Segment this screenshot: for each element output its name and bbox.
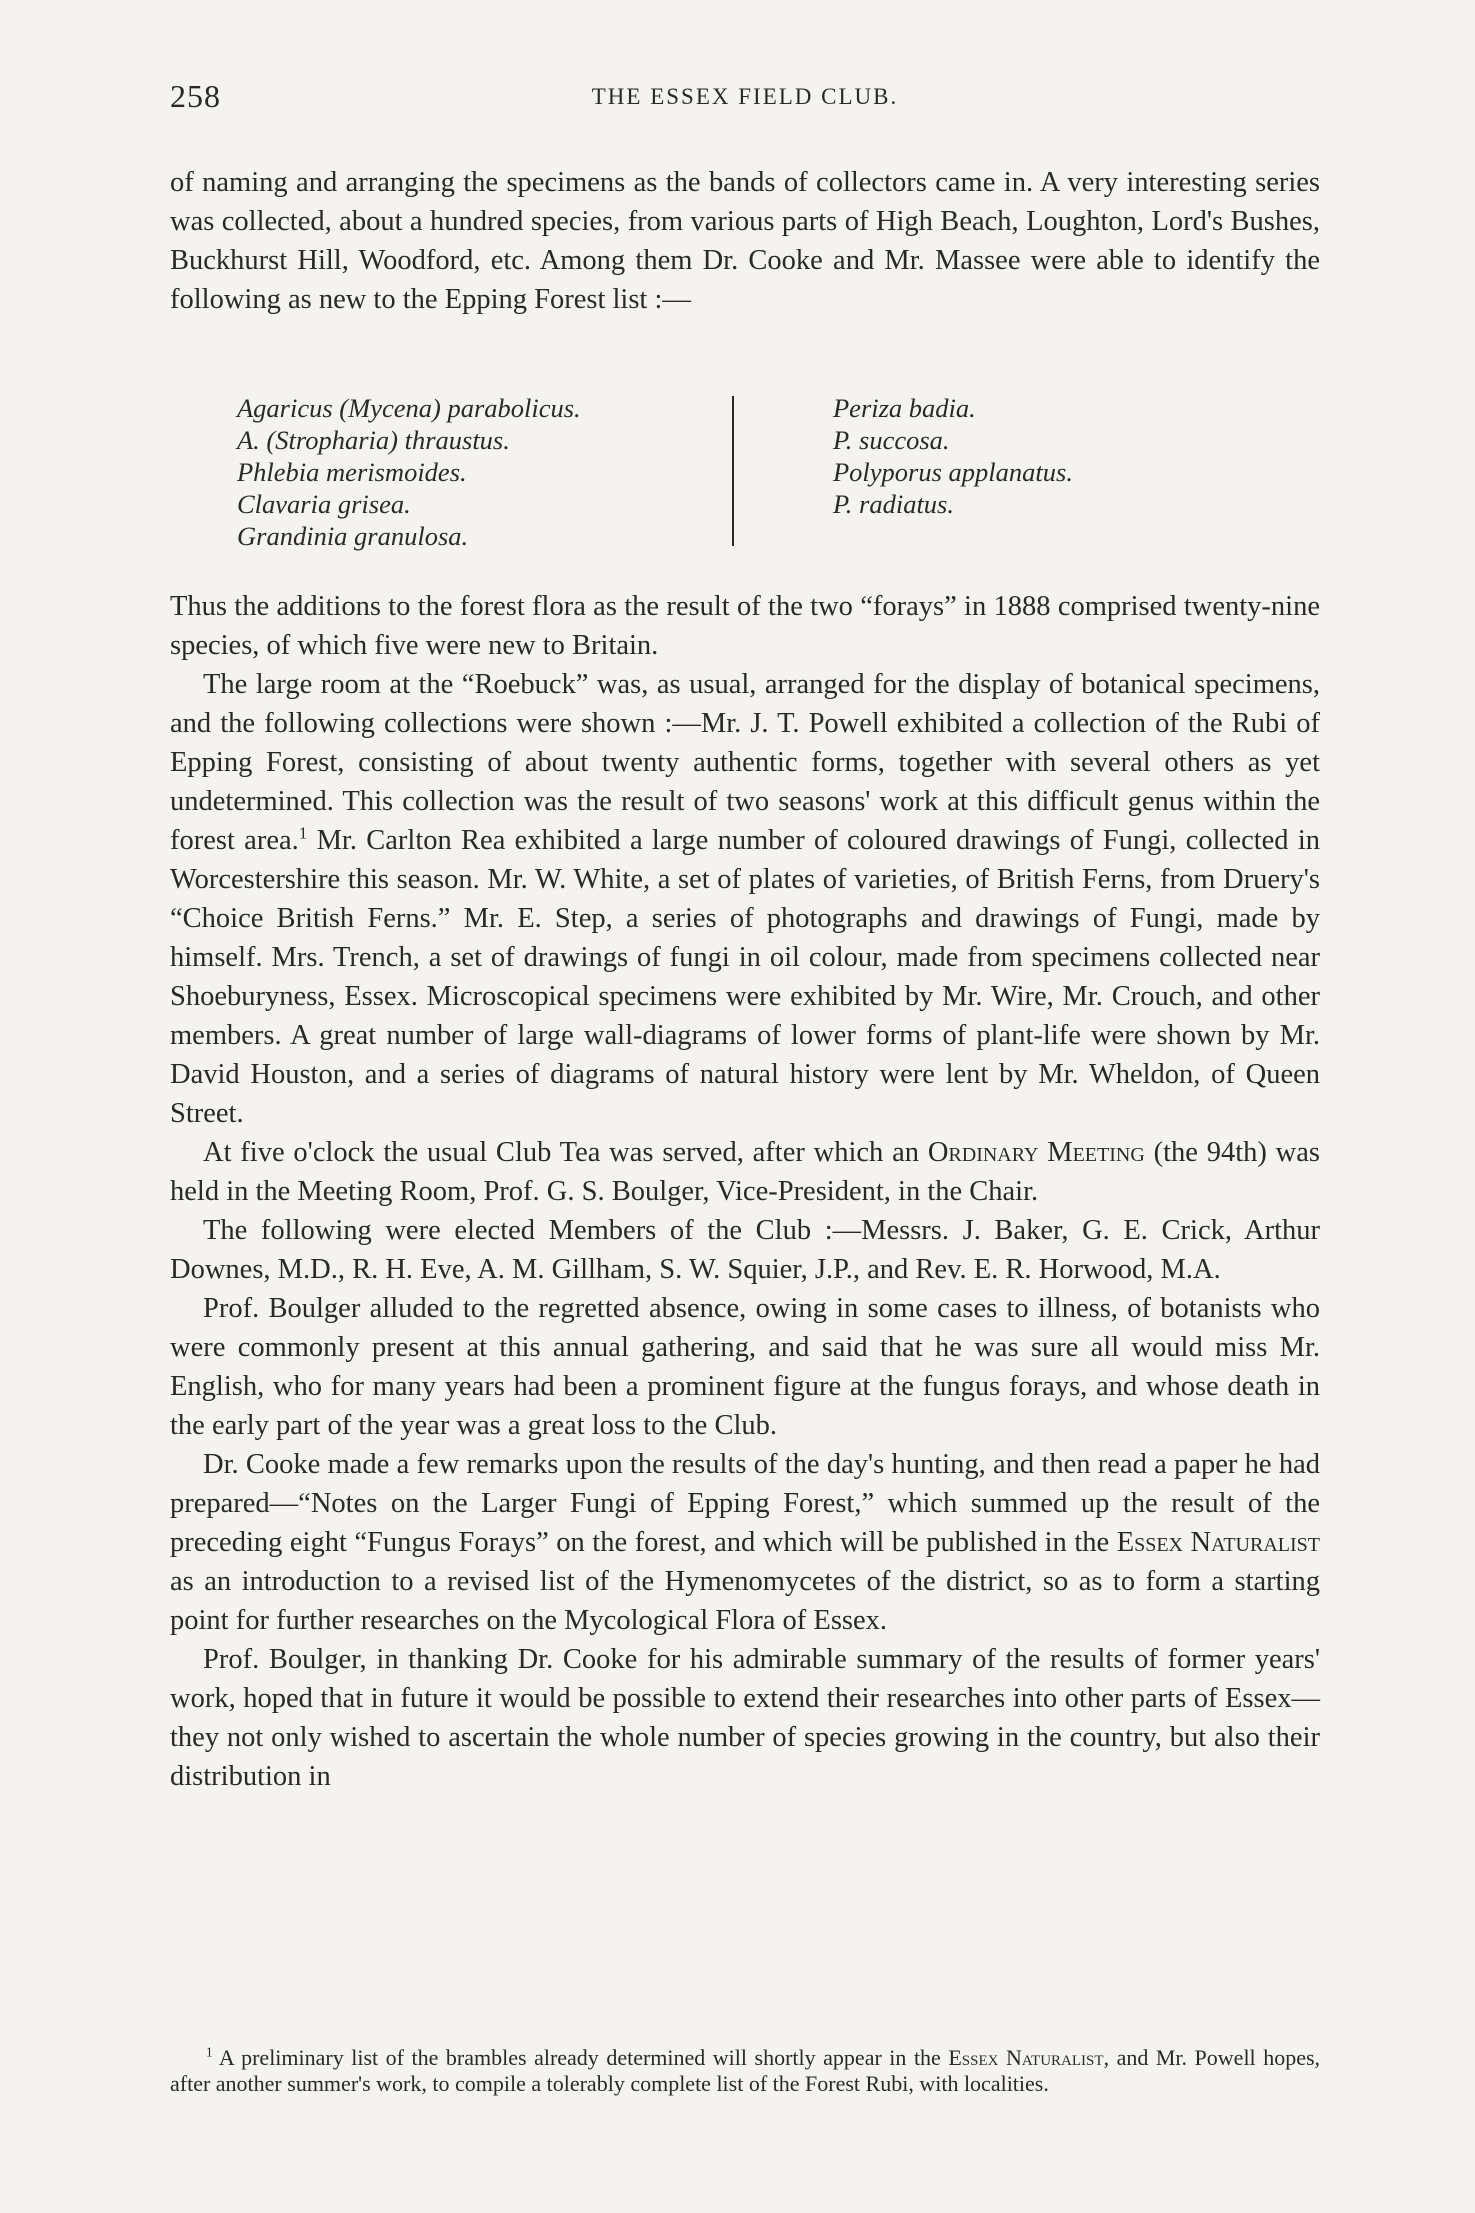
ordinary-meeting: Ordinary Meeting	[927, 1137, 1145, 1168]
footnote-ref: 1	[298, 823, 308, 843]
species-column-right	[833, 392, 1073, 520]
paragraph-thanks: Prof. Boulger, in thanking Dr. Cooke for his admirable summary of the results of former years' work, hoped that in future it would be possible to extend their researches into other parts of Essex—they not only wished to ascertain the whole number of species growing in the country, but also their distribution in	[170, 1644, 1320, 1792]
main-text	[170, 587, 1320, 1796]
paragraph-roebuck-cont: Mr. Carlton Rea exhibited a large number of coloured drawings of Fungi, collected in Worcestershire this season. Mr. W. White, a set of plates of varieties, of British Ferns, from Druery's “Choice British Ferns.” Mr. E. Step, a series of photographs and drawings of Fungi, made by himself. Mrs. Trench, a set of drawings of fungi in oil colour, made from specimens collected near Shoeburyness, Essex. Microscopical specimens were exhibited by Mr. Wire, Mr. Crouch, and other members. A great number of large wall-diagrams of lower forms of plant-life were shown by Mr. David Houston, and a series of diagrams of natural history were lent by Mr. Wheldon, of Queen Street.	[170, 825, 1320, 1129]
footnote	[170, 2045, 1320, 2097]
column-divider	[732, 396, 734, 546]
species-item: Polyporus applanatus.	[833, 457, 1073, 487]
paragraph-cooke-a: Dr. Cooke made a few remarks upon the results of the day's hunting, and then read a paper he had prepared—“Notes on the Larger Fungi of Epping Forest,” which summed up the result of the preceding eight “Fungus Forays” on the forest, and which will be published in the	[170, 1449, 1320, 1558]
essex-naturalist: Essex Naturalist	[1116, 1527, 1320, 1558]
species-item: P. succosa.	[833, 425, 950, 455]
intro-paragraph-block	[170, 163, 1320, 319]
footnote-marker: 1	[206, 2044, 213, 2060]
species-item: Periza badia.	[833, 393, 976, 423]
species-item: A. (Stropharia) thraustus.	[237, 425, 510, 455]
paragraph-cooke	[170, 1445, 1320, 1640]
paragraph-members: The following were elected Members of the Club :—Messrs. J. Baker, G. E. Crick, Arthur Downes, M.D., R. H. Eve, A. M. Gillham, S. W. Squier, J.P., and Rev. E. R. Horwood, M.A.	[170, 1215, 1320, 1285]
footnote-text-b: , and Mr. Powell hopes, after another summer's work, to compile a tolerably complete list of the Forest Rubi, with localities.	[170, 2045, 1321, 2096]
paragraph-tea-a: At five o'clock the usual Club Tea was served, after which an	[203, 1137, 920, 1168]
paragraph-additions: Thus the additions to the forest flora as the result of the two “forays” in 1888 comprised twenty-nine species, of which five were new to Britain.	[170, 591, 1320, 661]
footnote-text-a: A preliminary list of the brambles already determined will shortly appear in the	[218, 2045, 941, 2070]
page-header	[170, 78, 1320, 118]
running-title: THE ESSEX FIELD CLUB.	[591, 84, 899, 109]
species-item: Phlebia merismoides.	[237, 457, 467, 487]
species-list	[170, 392, 1320, 552]
footnote-text	[170, 2045, 1320, 2097]
footnote-essex-naturalist: Essex Naturalist	[948, 2045, 1104, 2070]
paragraph-roebuck-text: The large room at the “Roebuck” was, as usual, arranged for the display of botanical specimens, and the following collections were shown :—Mr. J. T. Powell exhibited a collection of the Rubi of Epping Forest, consisting of about twenty authentic forms, together with several others as yet undetermined. This collection was the result of two seasons' work at this difficult genus within the forest area.	[170, 669, 1320, 856]
species-item: P. radiatus.	[833, 489, 954, 519]
paragraph-boulger: Prof. Boulger alluded to the regretted absence, owing in some cases to illness, of botanists who were commonly present at this annual gathering, and said that he was sure all would miss Mr. English, who for many years had been a prominent figure at the fungus forays, and whose death in the early part of the year was a great loss to the Club.	[170, 1293, 1320, 1441]
species-item: Agaricus (Mycena) parabolicus.	[237, 393, 581, 423]
species-item: Clavaria grisea.	[237, 489, 411, 519]
paragraph-cooke-b: as an introduction to a revised list of the Hymenomycetes of the district, so as to form a starting point for further researches on the Mycological Flora of Essex.	[170, 1566, 1320, 1636]
page-number: 258	[170, 78, 221, 114]
paragraph-roebuck	[170, 665, 1320, 1133]
paragraph-tea-b: (the 94th) was held in the Meeting Room, Prof. G. S. Boulger, Vice-President, in the Chair.	[170, 1137, 1321, 1207]
species-item: Grandinia granulosa.	[237, 521, 469, 551]
intro-paragraph: of naming and arranging the specimens as the bands of collectors came in. A very interesting series was collected, about a hundred species, from various parts of High Beach, Loughton, Lord's Bushes, Buckhurst Hill, Woodford, etc. Among them Dr. Cooke and Mr. Massee were able to identify the following as new to the Epping Forest list :—	[170, 167, 1320, 315]
paragraph-tea	[170, 1133, 1320, 1211]
species-column-left	[237, 392, 581, 552]
